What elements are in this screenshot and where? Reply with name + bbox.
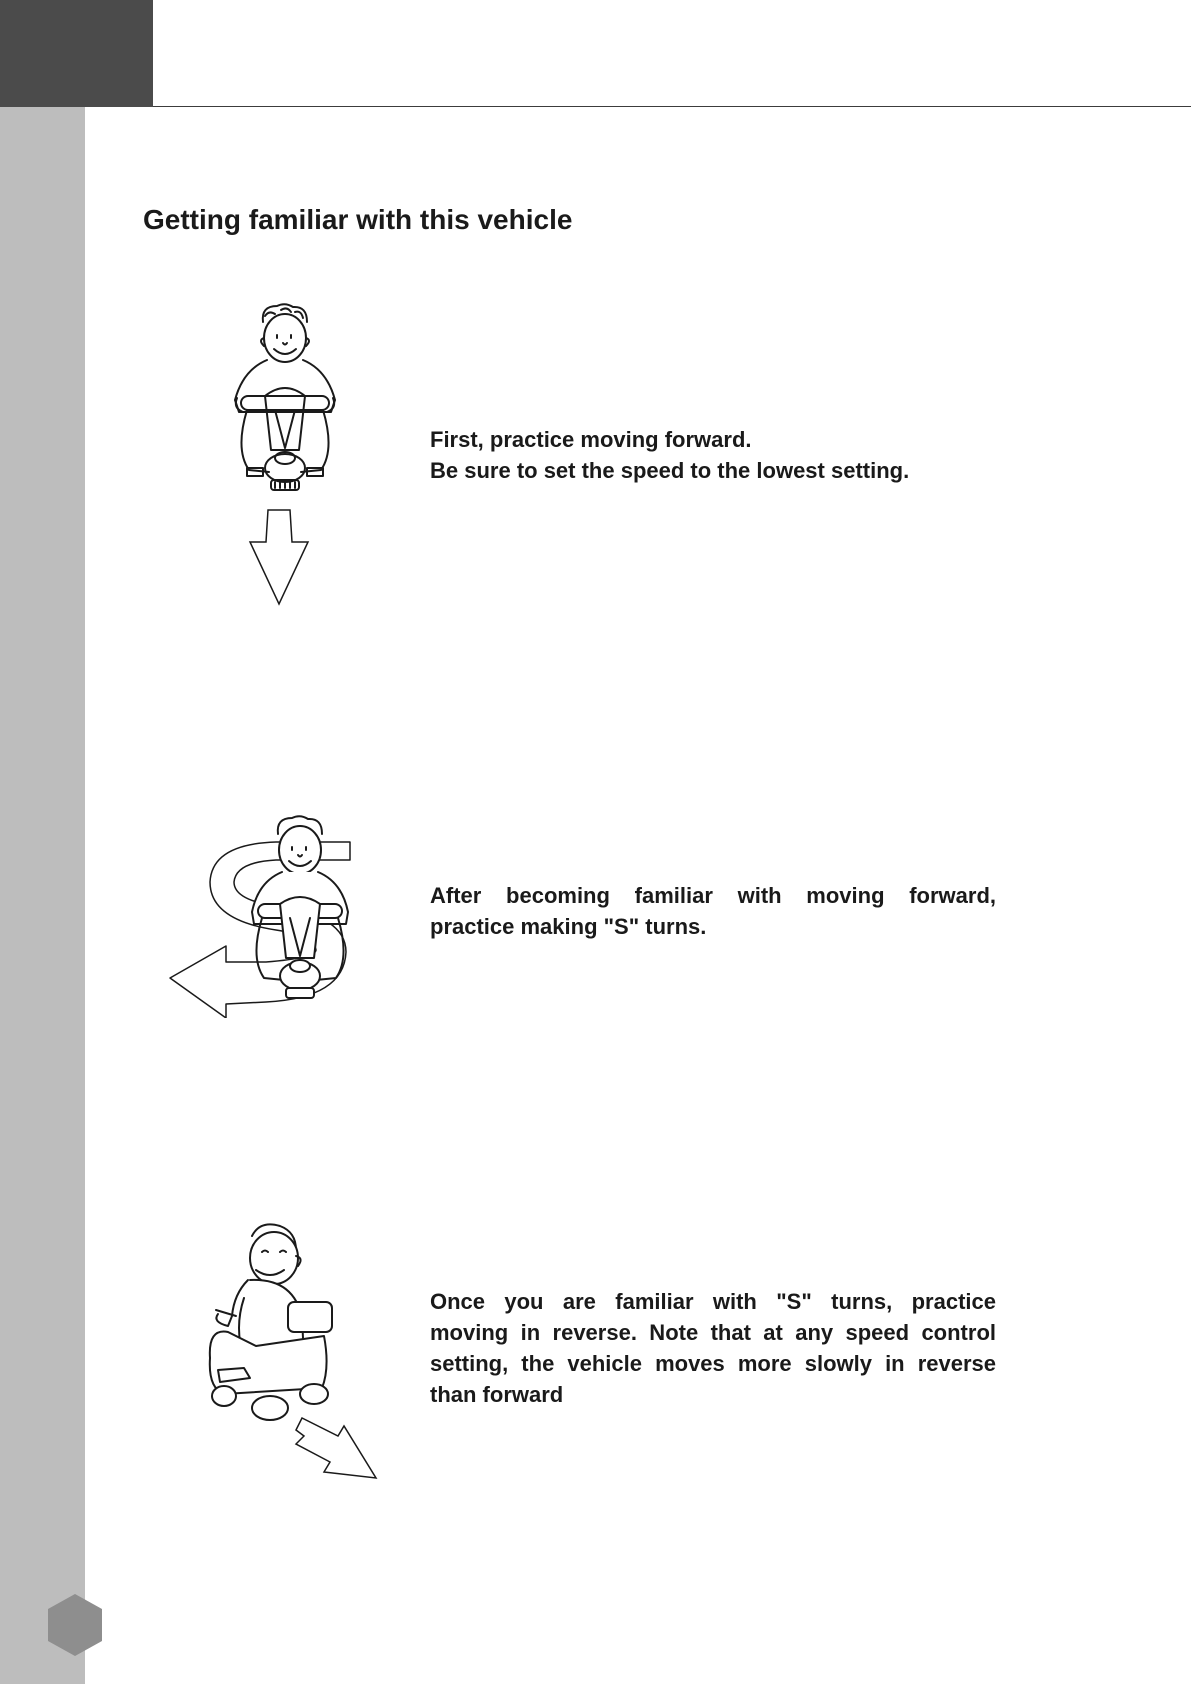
reverse-rider-illustration (204, 1218, 346, 1426)
side-band (0, 107, 85, 1684)
step-forward-line-1: First, practice moving forward. (430, 427, 752, 452)
step-s-turns-line-1: After becoming familiar with moving forward, (430, 883, 996, 908)
header-dark-tab (0, 0, 153, 107)
header-rule (153, 106, 1191, 107)
step-reverse-caption (430, 1286, 996, 1410)
step-reverse-line-3: setting, the vehicle moves more slowly in reverse (430, 1351, 996, 1376)
reverse-arrow-icon (294, 1416, 378, 1480)
forward-arrow-icon (248, 508, 310, 606)
page-title: Getting familiar with this vehicle (143, 204, 573, 235)
forward-rider-illustration (225, 300, 345, 510)
s-turn-rider-illustration (240, 812, 360, 1012)
step-reverse-line-2: moving in reverse. Note that at any speed control (430, 1320, 996, 1345)
step-s-turns-line-2: practice making "S" turns. (430, 914, 707, 939)
step-reverse-line-4: than forward (430, 1382, 564, 1407)
step-forward-caption (430, 424, 996, 486)
step-s-turns-caption (430, 880, 996, 942)
page-number-badge (46, 1592, 104, 1658)
step-forward-line-2: Be sure to set the speed to the lowest setting. (430, 458, 910, 483)
step-reverse-line-1: Once you are familiar with "S" turns, practice (430, 1289, 996, 1314)
